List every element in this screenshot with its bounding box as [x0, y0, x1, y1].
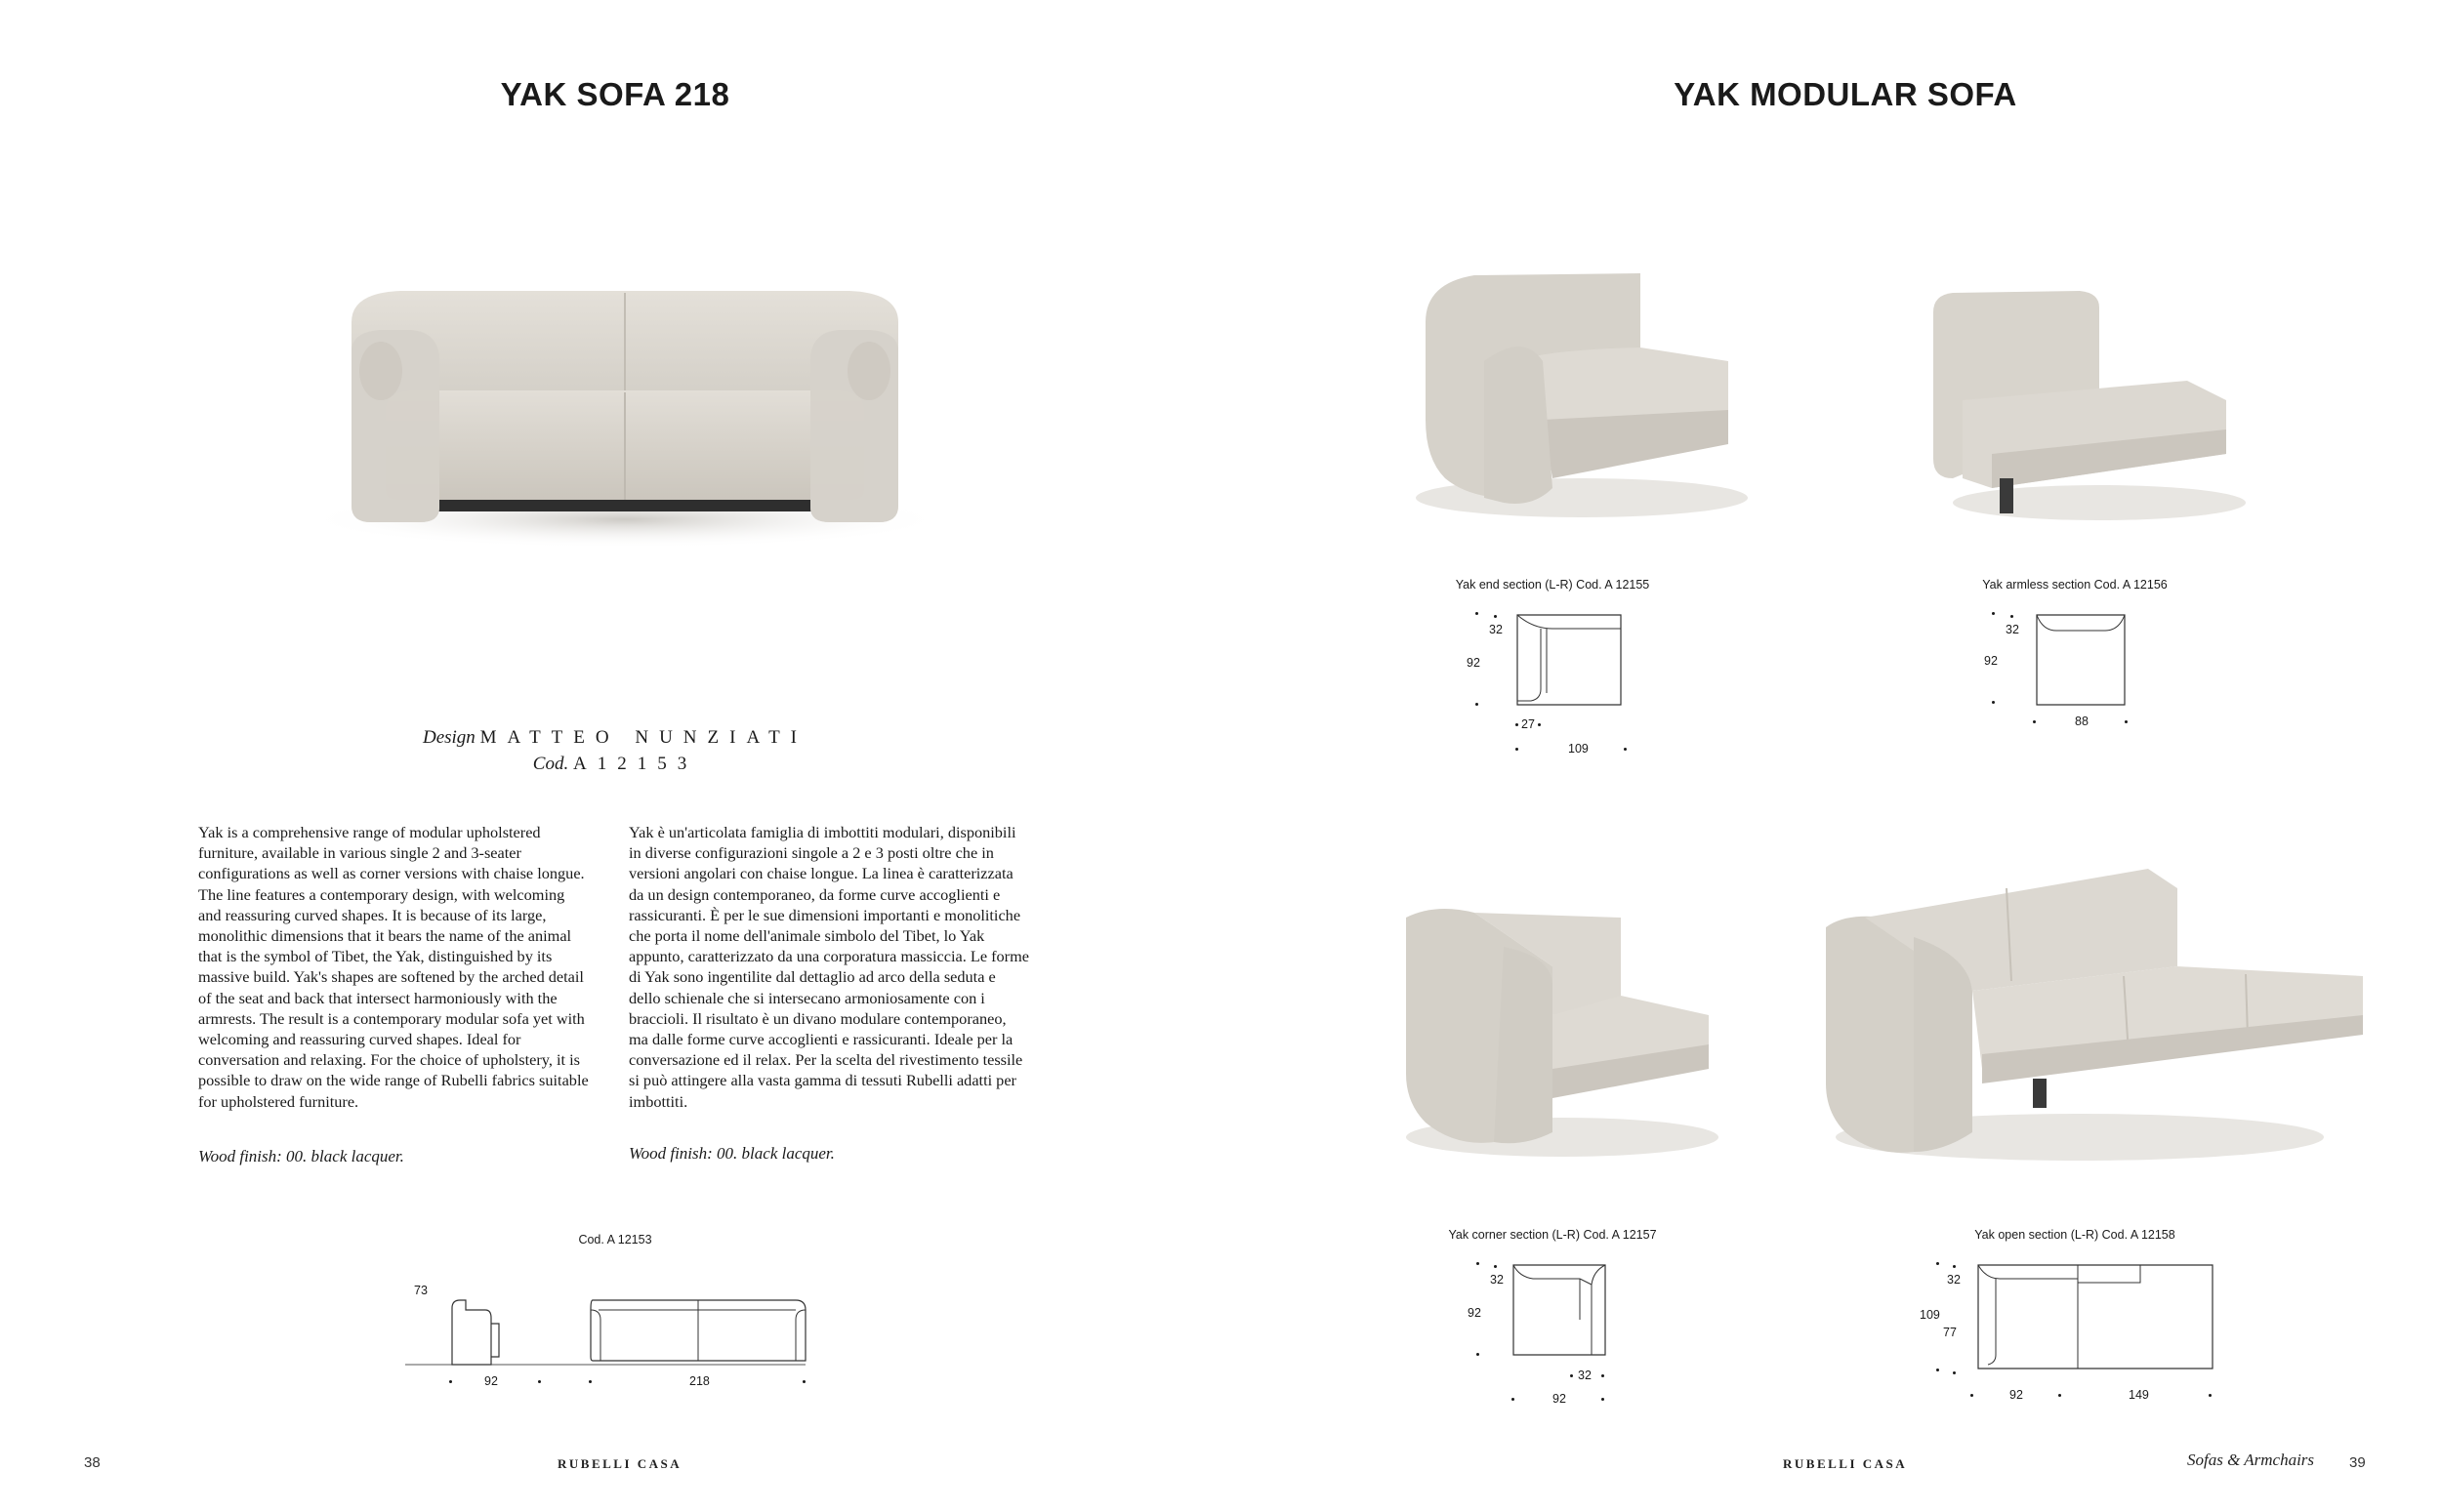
open-section-image	[1826, 859, 2373, 1171]
left-page-title: YAK SOFA 218	[500, 76, 730, 112]
open-section-caption: Yak open section (L-R) Cod. A 12158	[1974, 1228, 2175, 1242]
drawing-caption: Cod. A 12153	[578, 1233, 652, 1246]
armless-section-image	[1914, 283, 2246, 537]
open-dim-chaise: 149	[2129, 1388, 2149, 1402]
open-dim-seat: 77	[1943, 1326, 1957, 1339]
open-dim-depth: 109	[1920, 1308, 1940, 1322]
designer-credit	[371, 727, 859, 749]
wood-finish-italian: Wood finish: 00. black lacquer.	[629, 1144, 835, 1163]
brand-right: RUBELLI CASA	[1783, 1456, 1908, 1471]
end-section-image	[1396, 264, 1748, 527]
dim-width: 218	[689, 1374, 710, 1388]
armless-dim-back: 32	[2006, 623, 2019, 636]
page-number-left: 38	[84, 1454, 101, 1471]
corner-dim-back: 32	[1490, 1273, 1504, 1287]
end-dim-width: 109	[1568, 742, 1589, 756]
wood-finish-english: Wood finish: 00. black lacquer.	[198, 1147, 404, 1165]
section-name: Sofas & Armchairs	[2187, 1451, 2315, 1469]
corner-section-plan	[1510, 1261, 1609, 1359]
armless-section-plan	[2033, 611, 2131, 709]
description-italian: Yak è un'articolata famiglia di imbottiti modulari, disponibili in diverse configurazioni singole a 2 e 3 posti oltre che in versioni angolari con chaise longue. La linea è caratterizzata da un design contemporaneo, da forme curve accoglienti e rassicuranti. È per le sue dimensioni importanti e monolitiche che porta il nome dell'animale simbolo del Tibet, lo Yak appunto, caratterizzato da una corporatura massiccia. Le forme di Yak sono ingentilite dal dettaglio ad arco della seduta e dello schienale che si intersecano armoniosamente con i braccioli. Il risultato è un divano modulare contemporaneo, ma dalle forme curve accoglienti e rassicuranti. Ideale per la conversazione ed il relax. Per la scelta del rivestimento tessile si può attingere alla vasta gamma di tessuti Rubelli adatti per imbottiti.	[629, 823, 1029, 1111]
open-dim-back: 32	[1947, 1273, 1961, 1287]
corner-dim-depth: 92	[1468, 1306, 1481, 1320]
end-section-caption: Yak end section (L-R) Cod. A 12155	[1455, 578, 1650, 592]
open-dim-width: 92	[2009, 1388, 2023, 1402]
description-english: Yak is a comprehensive range of modular upholstered furniture, available in various single 2 and 3-seater configurations as well as corner versions with chaise longue. The line features a contemporary design, with welcoming and reassuring curved shapes. It is because of its large, monolithic dimensions that it bears the name of the animal that is the symbol of Tibet, the Yak, distinguished by its massive build. Yak's shapes are softened by the arched detail of the seat and back that intersect harmoniously with the armrests. The result is a contemporary modular sofa yet with welcoming and reassuring curved shapes. Ideal for conversation and relaxing. For the choice of upholstery, it is possible to draw on the wide range of Rubelli fabrics suitable for upholstered furniture.	[198, 823, 589, 1111]
cod-label: Cod.	[532, 754, 569, 774]
armless-dim-width: 88	[2075, 715, 2089, 728]
product-code-value: A12153	[572, 754, 698, 774]
armless-section-caption: Yak armless section Cod. A 12156	[1982, 578, 2168, 592]
yak-sofa-218-image	[293, 264, 957, 576]
open-section-plan	[1974, 1261, 2216, 1372]
end-dim-back: 32	[1489, 623, 1503, 636]
product-code	[371, 754, 859, 775]
corner-dim-width: 92	[1552, 1392, 1566, 1406]
brand-left: RUBELLI CASA	[558, 1456, 683, 1471]
sofa-218-technical-drawing	[405, 1288, 815, 1367]
design-label: Design	[422, 727, 476, 748]
dim-height: 73	[414, 1284, 428, 1297]
end-dim-arm: 27	[1521, 717, 1535, 731]
armless-dim-depth: 92	[1984, 654, 1998, 668]
corner-dim-arm: 32	[1578, 1369, 1592, 1382]
dim-depth: 92	[484, 1374, 498, 1388]
designer-name: MATTEO NUNZIATI	[479, 727, 808, 748]
corner-section-image	[1396, 898, 1728, 1162]
page-number-right: 39	[2349, 1454, 2366, 1471]
end-dim-depth: 92	[1467, 656, 1480, 670]
end-section-plan	[1513, 611, 1631, 709]
right-page-title: YAK MODULAR SOFA	[1674, 76, 2017, 112]
corner-section-caption: Yak corner section (L-R) Cod. A 12157	[1448, 1228, 1657, 1242]
